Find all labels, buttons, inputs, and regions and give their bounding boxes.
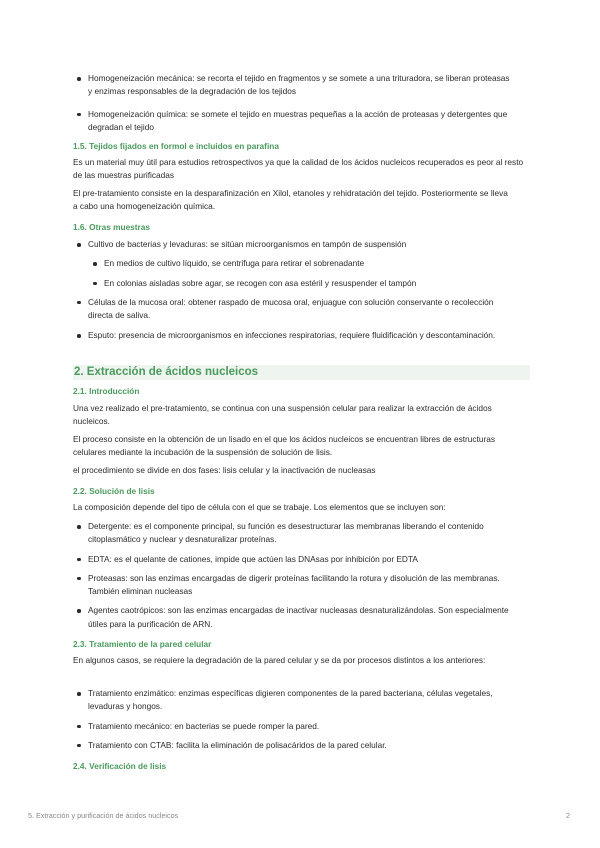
list-item: Agentes caotrópicos: son las enzimas encargadas de inactivar nucleasas desnaturalizándolas. Son especialmente útiles para la purificación de ARN.	[73, 604, 513, 631]
list-item: Proteasas: son las enzimas encargadas de digerir proteínas facilitando la rotura y disolución de las membranas. También eliminan nucleasas	[73, 572, 513, 599]
list-item: Tratamiento mecánico: en bacterias se puede romper la pared.	[73, 720, 513, 733]
paragraph: El pre-tratamiento consiste en la desparafinización en Xilol, etanoles y rehidratación del tejido. Posteriormente se lleva a cabo una homogeneización química.	[73, 188, 508, 212]
list-item: Homogeneización química: se somete el tejido en muestras pequeñas a la acción de proteasas y detergentes que degradan el tejido	[73, 108, 513, 135]
footer-chapter: 5. Extracción y purificación de ácidos nucleicos	[28, 811, 179, 820]
paragraph: La composición depende del tipo de célula con el que se trabaje. Los elementos que se incluyen son:	[73, 502, 446, 512]
heading-2-4: 2.4. Verificación de lisis	[73, 761, 167, 771]
page-number: 2	[566, 811, 570, 820]
list-item: Homogeneización mecánica: se recorta el tejido en fragmentos y se somete a una trituradora, se liberan proteasas y enzimas responsables de la degradación de los tejidos	[73, 72, 513, 99]
heading-2-3: 2.3. Tratamiento de la pared celular	[73, 639, 212, 649]
sub-list-item: En colonias aisladas sobre agar, se recogen con asa estéril y resuspender el tampón	[73, 277, 513, 290]
list-item: Tratamiento con CTAB: facilita la eliminación de polisacáridos de la pared celular.	[73, 739, 513, 752]
sub-list-item: En medios de cultivo líquido, se centrifuga para retirar el sobrenadante	[73, 257, 513, 270]
paragraph: Una vez realizado el pre-tratamiento, se continua con una suspensión celular para realizar la extracción de ácidos nucleicos.	[73, 403, 492, 427]
cell-wall-list	[73, 687, 513, 752]
list-item: Esputo: presencia de microorganismos en infecciones respiratorias, requiere fluidificación y descontaminación.	[73, 329, 513, 342]
list-item: EDTA: es el quelante de cationes, impide que actúen las DNAsas por inhibición por EDTA	[73, 553, 513, 566]
heading-2-2: 2.2. Solución de lisis	[73, 486, 155, 496]
paragraph: Es un material muy útil para estudios retrospectivos ya que la calidad de los ácidos nucleicos recuperados es peor al resto de las muestras purificadas	[73, 157, 524, 181]
list-item: Tratamiento enzimático: enzimas específicas digieren componentes de la pared bacteriana, células vegetales, levaduras y hongos.	[73, 687, 513, 714]
paragraph: El proceso consiste en la obtención de un lisado en el que los ácidos nucleicos se encuentran libres de estructuras celulares mediante la incubación de la suspensión de solución de lisis.	[73, 434, 496, 458]
heading-1-5: 1.5. Tejidos fijados en formol e incluidos en parafina	[73, 141, 279, 151]
list-item: Detergente: es el componente principal, su función es desestructurar las membranas liberando el contenido citoplasmático y nuclear y desnaturalizar proteínas.	[73, 520, 513, 547]
heading-1-6: 1.6. Otras muestras	[73, 222, 151, 232]
list-item: Células de la mucosa oral: obtener raspado de mucosa oral, enjuague con solución conservante o recolección directa de saliva.	[73, 296, 513, 323]
lysis-components-list	[73, 520, 513, 631]
paragraph: En algunos casos, se requiere la degradación de la pared celular y se da por procesos distintos a los anteriores:	[73, 655, 486, 665]
heading-2-1: 2.1. Introducción	[73, 386, 140, 396]
list-item: Cultivo de bacterias y levaduras: se sitúan microorganismos en tampón de suspensión	[73, 238, 513, 251]
homogenization-list	[73, 72, 513, 134]
other-samples-list	[73, 238, 513, 343]
paragraph: el procedimiento se divide en dos fases: lisis celular y la inactivación de nucleasas	[73, 465, 376, 475]
section-title-2: 2. Extracción de ácidos nucleicos	[73, 365, 530, 380]
